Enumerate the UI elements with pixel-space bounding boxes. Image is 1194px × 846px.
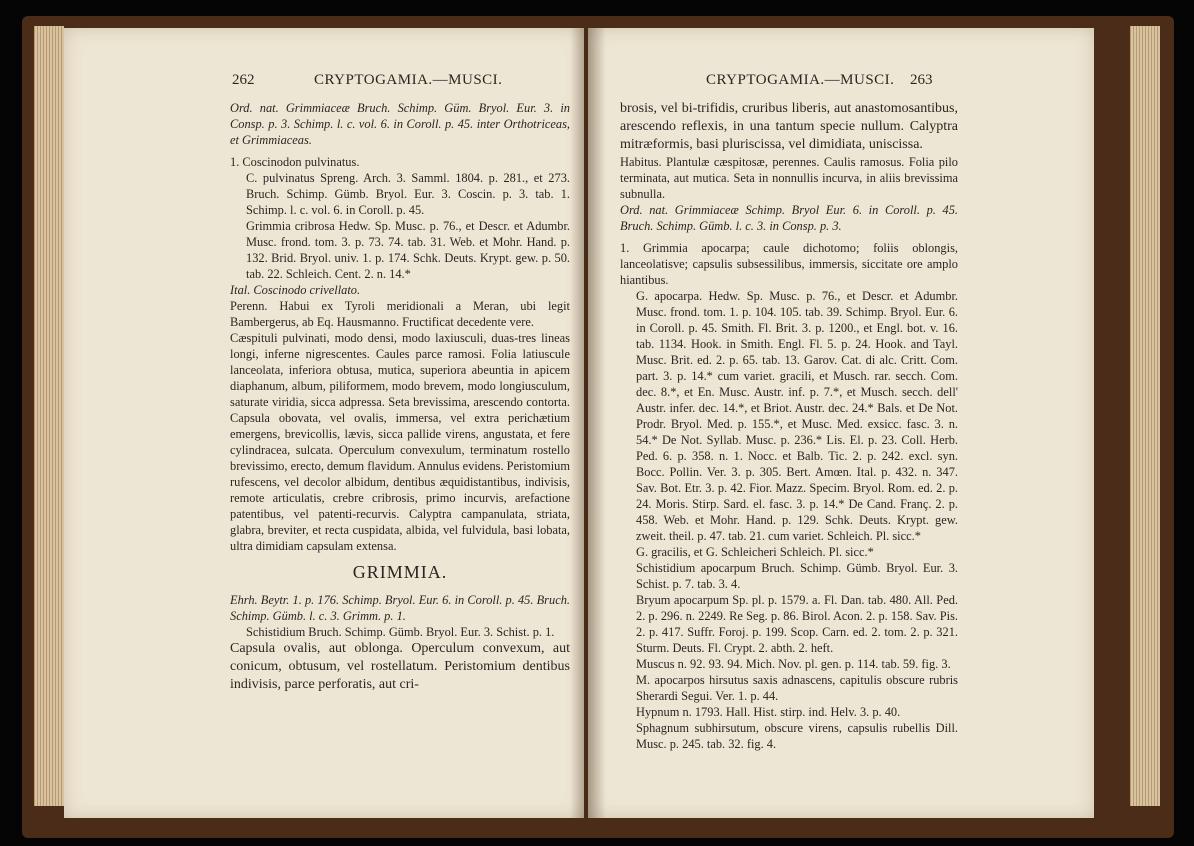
right-text-column (620, 100, 958, 752)
book-gutter (570, 28, 606, 818)
page-edges-left (34, 26, 64, 806)
synonym: Muscus n. 92. 93. 94. Mich. Nov. pl. gen. p. 114. tab. 59. fig. 3. (636, 657, 951, 671)
synonym: Sphagnum subhirsutum, obscure virens, capsulis rubellis Dill. Musc. p. 245. tab. 32. fig. 4. (636, 721, 958, 751)
italian-name: Ital. Coscinodo crivellato. (230, 283, 361, 297)
synonym: Grimmia cribrosa Hedw. Sp. Musc. p. 76., et Descr. et Adumbr. Musc. frond. tom. 3. p. 73. 74. tab. 31. Web. et Mohr. Hand. p. 132. Brid. Bryol. univ. 1. p. 174. Schk. Deuts. Krypt. gew. p. 50. tab. 22. Schleich. Cent. 2. n. 14.* (246, 219, 570, 281)
page-number: 262 (232, 72, 255, 88)
synonym: C. pulvinatus Spreng. Arch. 3. Samml. 1804. p. 281., et 273. Bruch. Schimp. Gümb. Bryol. Eur. 3. Coscin. p. 3. tab. 1. Schimp. l. c. vol. 6. in Coroll. p. 45. (246, 171, 570, 217)
species-description: Cæspituli pulvinati, modo densi, modo laxiusculi, duas-tres lineas longi, inferne nigrescentes. Caules parce ramosi. Folia latiuscule lanceolata, inferiora obtusa, mutica, superiora abeuntia in apicem diaphanum, album, piliformem, modo brevem, modo longiusculum, saturate viridia, sicca adpressa. Seta brevissima, arescendo contorta. Capsula obovata, vel ovalis, immersa, vel extra perichætium emergens, brevicollis, lævis, sicca pallide virens, angustata, et fere cylindracea, sulcata. Operculum convexulum, terminatum rostello brevissimo, erecto, demum flavidum. Annulus evidens. Peristomium rufescens, vel decolor albidum, dentibus æquidistantibus, indivisis, remote articulatis, crebre cribrosis, primo incurvis, arefactione patentibus, vel patenti-recurvis. Calyptra campanulata, striata, glabra, breviter, et recta cuspidata, albida, vel fulvidula, basi lobata, ultra dimidiam capsulam extensa. (230, 331, 571, 553)
genus-reference: Ehrh. Beytr. 1. p. 176. Schimp. Bryol. Eur. 6. in Coroll. p. 45. Bruch. Schimp. Gümb. l. c. 3. Grimm. p. 1. (230, 593, 570, 623)
synonym: Bryum apocarpum Sp. pl. p. 1579. a. Fl. Dan. tab. 480. All. Ped. 2. p. 296. n. 2249. Re Seg. p. 86. Birol. Acon. 2. p. 158. Sav. Pis. 2. p. 417. Suffr. Foroj. p. 199. Scop. Carn. ed. 2. tom. 2. p. 321. Sturm. Deuts. Fl. Crypt. 2. abth. 2. heft. (636, 593, 958, 655)
species-title: 1. Coscinodon pulvinatus. (230, 155, 360, 169)
synonym: G. gracilis, et G. Schleicheri Schleich. Pl. sicc.* (636, 545, 874, 559)
page-number: 263 (910, 72, 933, 88)
genus-description-continued: brosis, vel bi-trifidis, cruribus liberis, aut anastomosantibus, arescendo reflexis, in una tantum specie nullum. Calyptra mitræformis, basi pluriscissa, vel dimidiata, uniscissa. (620, 101, 958, 152)
synonym: Hypnum n. 1793. Hall. Hist. stirp. ind. Helv. 3. p. 40. (636, 705, 901, 719)
genus-description: Capsula ovalis, aut oblonga. Operculum convexum, aut conicum, obtusum, vel rostellatum. Peristomium dentibus indivisis, parce perforatis, aut cri- (230, 641, 570, 692)
left-page (64, 28, 584, 818)
genus-synonym: Schistidium Bruch. Schimp. Gümb. Bryol. Eur. 3. Schist. p. 1. (246, 625, 555, 639)
habitus: Habitus. Plantulæ cæspitosæ, perennes. Caulis ramosus. Folia pilo terminata, aut mutica. Seta in nonnullis incurva, in aliis brevissima subnulla. (620, 155, 958, 201)
ord-nat: Ord. nat. Grimmiaceæ Schimp. Bryol Eur. 6. in Coroll. p. 45. Bruch. Schimp. Gümb. l. c. 3. in Consp. p. 3. (620, 203, 958, 233)
habitat-note: Perenn. Habui ex Tyroli meridionali a Meran, ubi legit Bambergerus, ab Eq. Hausmanno. Fructificat decedente vere. (230, 299, 570, 329)
left-text-column (230, 100, 570, 694)
species-title: 1. Grimmia apocarpa; caule dichotomo; foliis oblongis, lanceolatisve; capsulis subsessilibus, immersis, siccitate ore amplo hiantibus. (620, 241, 958, 287)
running-head: CRYPTOGAMIA.—MUSCI. (314, 72, 503, 88)
running-head: CRYPTOGAMIA.—MUSCI. (706, 72, 895, 88)
synonym: M. apocarpos hirsutus saxis adnascens, capitulis obscure rubris Sherardi Segui. Ver. 1. p. 44. (636, 673, 958, 703)
right-page (588, 28, 1094, 818)
synonym: G. apocarpa. Hedw. Sp. Musc. p. 76., et Descr. et Adumbr. Musc. frond. tom. 1. p. 104. 105. tab. 39. Schimp. Bryol. Eur. 6. in Coroll. p. 45. Smith. Fl. Brit. 3. p. 1200., et Engl. bot. v. 16. tab. 1134. Hook. in Smith. Engl. Fl. 5. p. 24. Hook. and Tayl. Musc. Brit. ed. 2. p. 65. tab. 13. Garov. Cat. di alc. Critt. Com. part. 3. p. 14.* cum variet. gracili, et Musch. rar. secch. Com. dec. 8.*, et En. Musc. Austr. inf. p. 7.*, et Musch. secch. dell' Austr. infer. dec. 14.*, et Briot. Austr. dec. 24.* Bals. et De Not. Prodr. Bryol. Med. p. 155.*, et Musc. Med. exsicc. fasc. 3. n. 54.* De Not. Syllab. Musc. p. 236.* Lis. El. p. 23. Coll. Herb. Ped. 6. p. 358. n. 1. Nocc. et Balb. Tic. 2. p. 242. excl. syn. Bocc. Pollin. Ver. 3. p. 305. Bert. Amœn. Ital. p. 432. n. 347. Sav. Bot. Etr. 3. p. 42. Fior. Mazz. Specim. Bryol. Rom. ed. 2. p. 24. Moris. Stirp. Sard. el. fasc. 3. p. 14.* De Cand. Franç. 2. p. 458. Web. et Mohr. Hand. p. 129. Schk. Deuts. Krypt. gew. zweit. theil. p. 47. tab. 21. cum variet. Schleich. Pl. sicc.* (636, 289, 958, 543)
genus-heading: GRIMMIA. (352, 562, 448, 582)
ord-nat: Ord. nat. Grimmiaceæ Bruch. Schimp. Güm. Bryol. Eur. 3. in Consp. p. 3. Schimp. l. c. vol. 6. in Coroll. p. 45. inter Orthotriceas, et Grimmiaceas. (230, 101, 570, 147)
page-edges-right (1130, 26, 1160, 806)
synonym: Schistidium apocarpum Bruch. Schimp. Gümb. Bryol. Eur. 3. Schist. p. 7. tab. 3. 4. (636, 561, 958, 591)
